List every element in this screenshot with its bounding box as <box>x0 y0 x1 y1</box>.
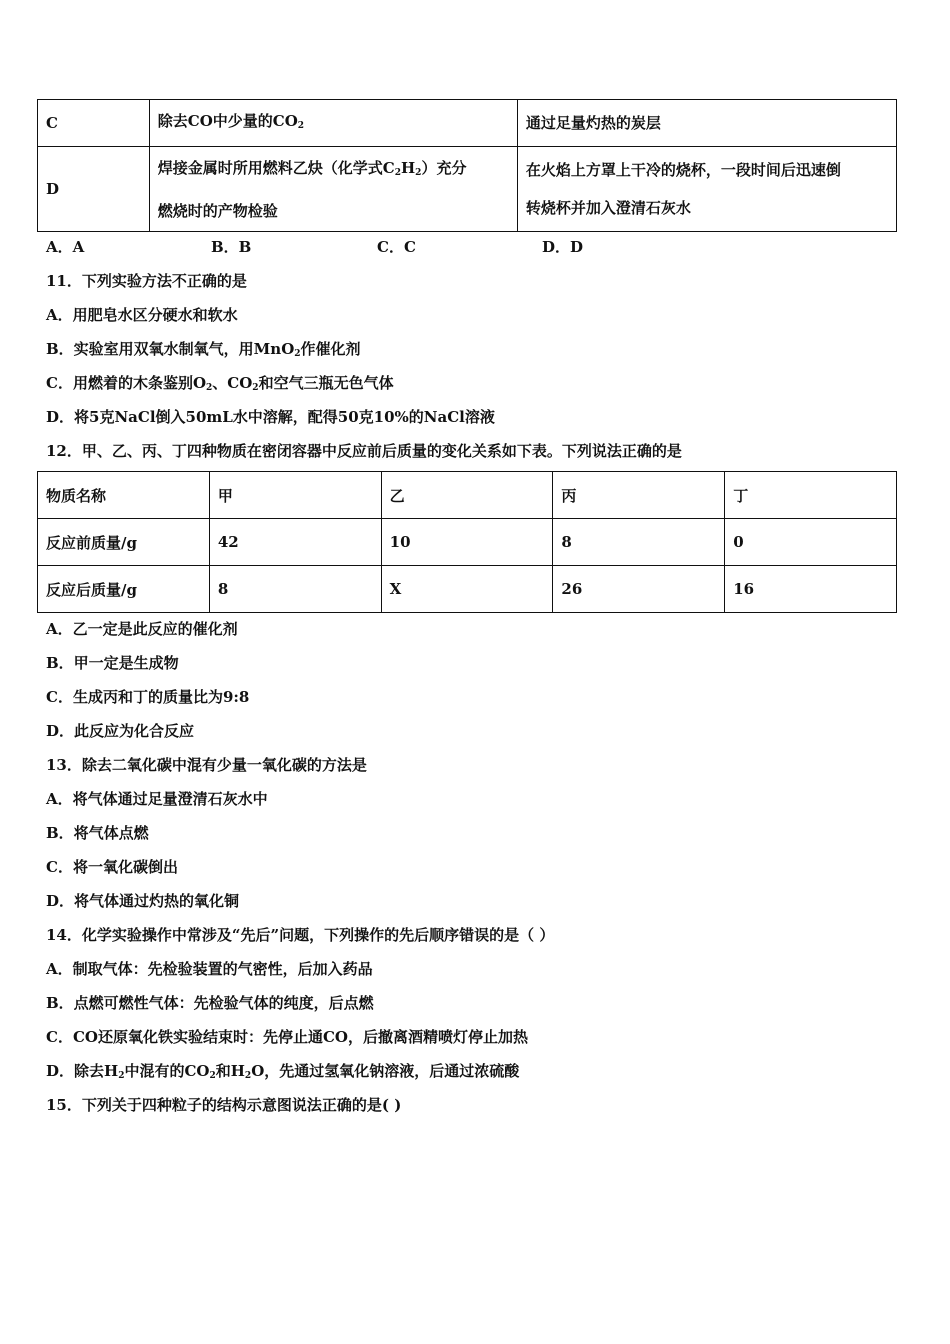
question-12-stem: 12．甲、乙、丙、丁四种物质在密闭容器中反应前后质量的变化关系如下表。下列说法正确的是 <box>46 442 682 460</box>
table-cell: 42 <box>209 519 381 566</box>
experiment-method: 在火焰上方罩上干冷的烧杯，一段时间后迅速倒 转烧杯并加入澄清石灰水 <box>517 147 896 232</box>
q12-option-d: D．此反应为化合反应 <box>46 722 195 740</box>
option-b: B．B <box>211 238 252 256</box>
row-label: D <box>38 147 150 232</box>
option-a: A．A <box>46 238 85 256</box>
mass-table <box>37 471 897 613</box>
q13-option-c: C．将一氧化碳倒出 <box>46 858 178 876</box>
experiment-item: 除去CO中少量的$CO_2$ <box>149 100 517 147</box>
table-cell: 10 <box>381 519 553 566</box>
q11-option-d: D．将5克NaCl倒入50mL水中溶解，配得50克10%的NaCl溶液 <box>46 408 495 426</box>
table-row <box>38 472 897 519</box>
q12-option-a: A．乙一定是此反应的催化剂 <box>46 620 238 638</box>
q12-option-c: C．生成丙和丁的质量比为9:8 <box>46 688 250 706</box>
experiment-item: 焊接金属时所用燃料乙炔（化学式$C_2H_2$）充分 燃烧时的产物检验 <box>149 147 517 232</box>
table-cell: X <box>381 566 553 613</box>
table-row <box>38 100 897 147</box>
experiment-method: 通过足量灼热的炭层 <box>517 100 896 147</box>
q14-option-d: D．除去$H_2$中混有的$CO_2$和$H_2O$，先通过氢氧化钠溶液，后通过浓硫酸 <box>46 1062 520 1081</box>
table-cell: 26 <box>553 566 725 613</box>
table-cell: 丙 <box>553 472 725 519</box>
question-15-stem: 15．下列关于四种粒子的结构示意图说法正确的是( ) <box>46 1096 402 1114</box>
q13-option-a: A．将气体通过足量澄清石灰水中 <box>46 790 268 808</box>
table-cell: 乙 <box>381 472 553 519</box>
table-cell: 反应前质量/g <box>38 519 210 566</box>
q14-option-a: A．制取气体：先检验装置的气密性，后加入药品 <box>46 960 373 978</box>
q11-option-a: A．用肥皂水区分硬水和软水 <box>46 306 238 324</box>
top-table <box>37 99 897 232</box>
q11-option-c: C．用燃着的木条鉴别$O_2$、$CO_2$和空气三瓶无色气体 <box>46 374 394 393</box>
table-cell: 16 <box>725 566 897 613</box>
table-cell: 8 <box>553 519 725 566</box>
question-14-stem: 14．化学实验操作中常涉及“先后”问题，下列操作的先后顺序错误的是（ ） <box>46 926 555 944</box>
q13-option-d: D．将气体通过灼热的氧化铜 <box>46 892 240 910</box>
q12-option-b: B．甲一定是生成物 <box>46 654 179 672</box>
option-c: C．C <box>377 238 416 256</box>
question-13-stem: 13．除去二氧化碳中混有少量一氧化碳的方法是 <box>46 756 367 774</box>
option-d: D．D <box>542 238 584 256</box>
table-cell: 0 <box>725 519 897 566</box>
row-label: C <box>38 100 150 147</box>
table-cell: 甲 <box>209 472 381 519</box>
question-11-stem: 11．下列实验方法不正确的是 <box>46 272 247 290</box>
table-row <box>38 566 897 613</box>
q13-option-b: B．将气体点燃 <box>46 824 149 842</box>
table-row <box>38 519 897 566</box>
q11-option-b: B．实验室用双氧水制氧气，用MnO$_2$作催化剂 <box>46 340 361 359</box>
table-cell: 反应后质量/g <box>38 566 210 613</box>
table-cell: 物质名称 <box>38 472 210 519</box>
table-cell: 丁 <box>725 472 897 519</box>
q14-option-c: C．CO还原氧化铁实验结束时：先停止通CO，后撤离酒精喷灯停止加热 <box>46 1028 528 1046</box>
table-row <box>38 147 897 232</box>
table-cell: 8 <box>209 566 381 613</box>
q14-option-b: B．点燃可燃性气体：先检验气体的纯度，后点燃 <box>46 994 374 1012</box>
